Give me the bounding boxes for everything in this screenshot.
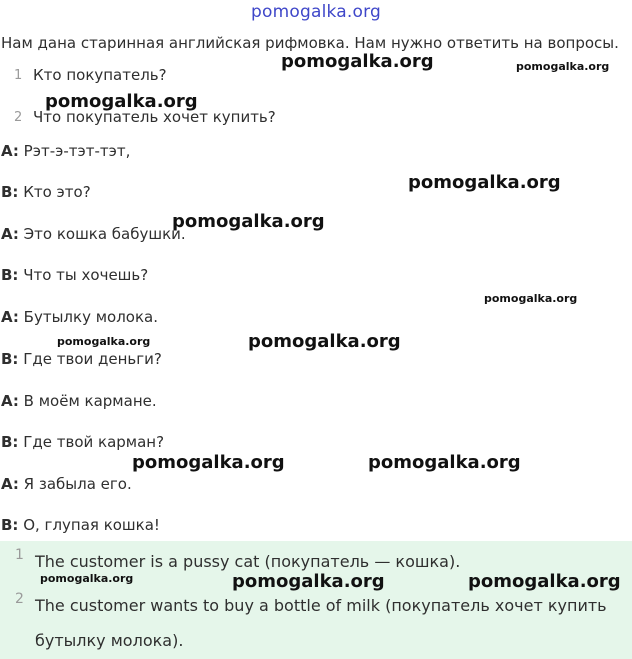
question-text: Кто покупатель? (33, 66, 167, 84)
speaker-label: A: (1, 392, 19, 410)
watermark: pomogalka.org (248, 331, 401, 352)
speaker-label: B: (1, 350, 19, 368)
dialogue-text: Где твои деньги? (23, 350, 162, 368)
answer-block (0, 541, 632, 659)
watermark: pomogalka.org (281, 51, 434, 72)
dialogue-text: Где твой карман? (23, 433, 165, 451)
answer-number: 1 (15, 547, 24, 563)
speaker-label: B: (1, 183, 19, 201)
speaker-label: A: (1, 225, 19, 243)
intro-text: Нам дана старинная английская рифмовка. Нам нужно ответить на вопросы. (1, 34, 619, 52)
dialogue-line (1, 350, 162, 368)
watermark: pomogalka.org (57, 335, 151, 348)
question-number: 1 (14, 68, 23, 83)
watermark: pomogalka.org (132, 452, 285, 473)
speaker-label: A: (1, 308, 19, 326)
watermark: pomogalka.org (40, 572, 134, 585)
site-header[interactable]: pomogalka.org (251, 2, 381, 22)
watermark: pomogalka.org (484, 292, 578, 305)
answer-number: 2 (15, 591, 24, 607)
watermark: pomogalka.org (172, 211, 325, 232)
watermark: pomogalka.org (468, 571, 621, 592)
dialogue-line (1, 183, 91, 201)
watermark: pomogalka.org (368, 452, 521, 473)
answer-text: The customer is a pussy cat (покупатель — кошка). (35, 552, 461, 571)
dialogue-text: О, глупая кошка! (23, 516, 160, 534)
dialogue-line (1, 266, 148, 284)
answer-text: The customer wants to buy a bottle of milk (покупатель хочет купить бутылку молока). (35, 596, 607, 650)
dialogue-line (1, 475, 132, 493)
dialogue-line (1, 308, 158, 326)
dialogue-text: Кто это? (23, 183, 91, 201)
speaker-label: B: (1, 266, 19, 284)
dialogue-text: Что ты хочешь? (23, 266, 149, 284)
dialogue-line (1, 225, 186, 243)
dialogue-line (1, 516, 160, 534)
dialogue-text: Это кошка бабушки. (23, 225, 186, 243)
dialogue-text: Я забыла его. (23, 475, 132, 493)
question-text: Что покупатель хочет купить? (33, 108, 276, 126)
watermark: pomogalka.org (408, 172, 561, 193)
watermark: pomogalka.org (45, 91, 198, 112)
dialogue-line (1, 433, 164, 451)
dialogue-line (1, 142, 130, 160)
dialogue-line (1, 392, 157, 410)
speaker-label: A: (1, 142, 19, 160)
watermark: pomogalka.org (516, 60, 610, 73)
speaker-label: B: (1, 516, 19, 534)
dialogue-text: Бутылку молока. (23, 308, 158, 326)
speaker-label: B: (1, 433, 19, 451)
dialogue-text: Рэт-э-тэт-тэт, (23, 142, 131, 160)
watermark: pomogalka.org (232, 571, 385, 592)
speaker-label: A: (1, 475, 19, 493)
dialogue-text: В моём кармане. (23, 392, 157, 410)
question-number: 2 (14, 110, 23, 125)
